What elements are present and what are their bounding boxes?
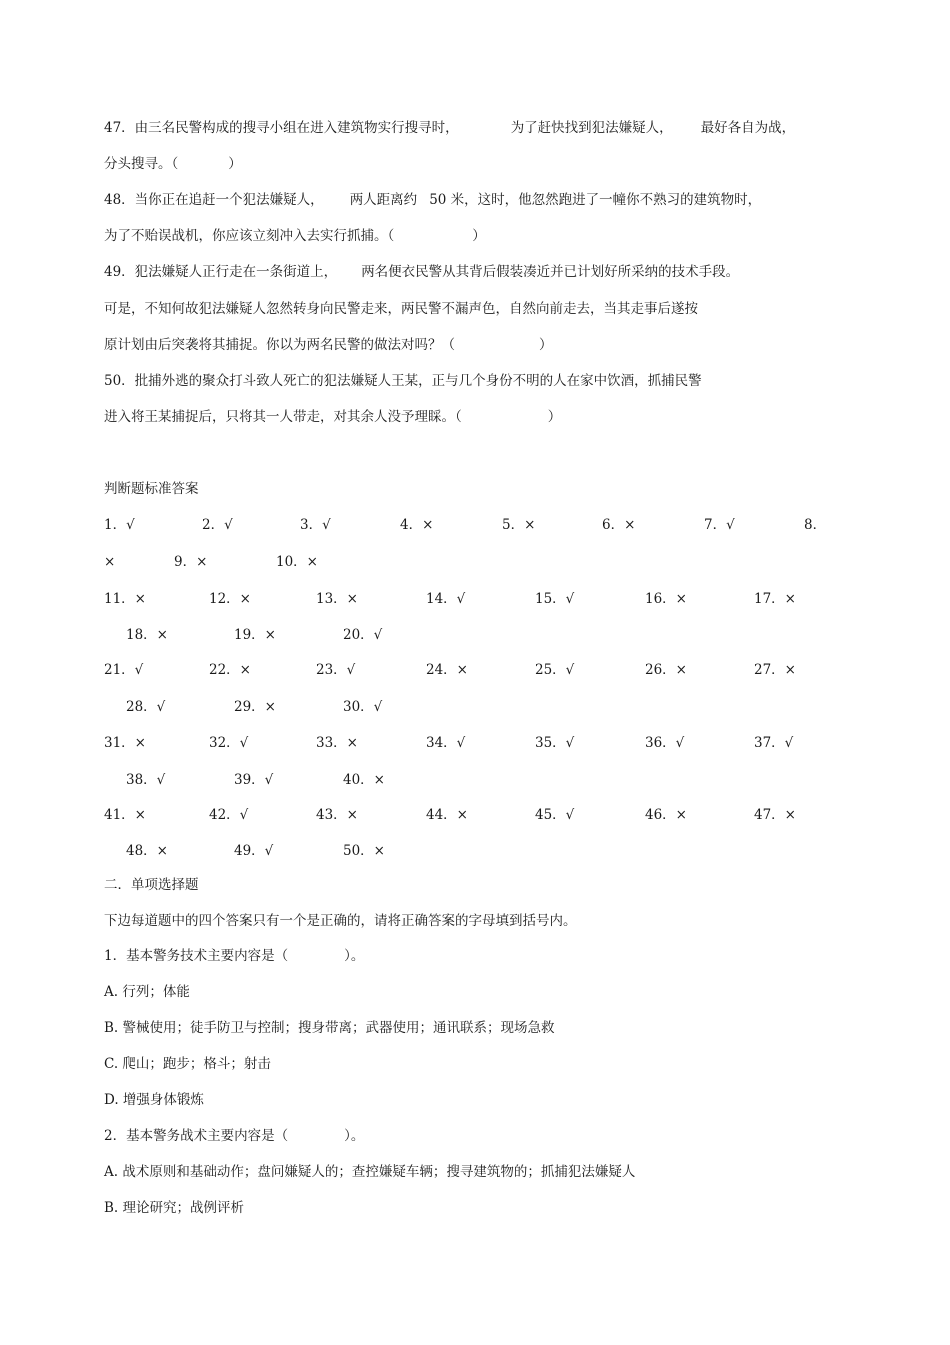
answer-item: 32．√ (209, 735, 249, 751)
q48-text-part3: 50 米，这时，他忽然跑进了一幢你不熟习的建筑物时， (429, 192, 762, 208)
mc-q2-stem-text: 2．基本警务战术主要内容是（ (104, 1128, 289, 1144)
mc-q1-stem-text: 1．基本警务技术主要内容是（ (104, 948, 289, 964)
answer-item: 40．× (343, 772, 385, 788)
answer-item: 6．× (602, 517, 636, 533)
answer-item: 27．× (754, 662, 796, 678)
answer-item: 38．√ (126, 772, 166, 788)
q50-line2 (104, 407, 561, 427)
mc-q1-stem (104, 946, 364, 966)
answer-item: 44．× (426, 807, 468, 823)
mc-q2-stem-close: ）。 (344, 1128, 365, 1144)
answer-item: 17．× (754, 591, 796, 607)
answer-item: 2．√ (202, 517, 233, 533)
q50-text-part1: 50．批捕外逃的聚众打斗致人死亡的犯法嫌疑人王某，正与几个身份不明的人在家中饮酒，抓捕民警 (104, 373, 702, 389)
q49-text-part1: 49．犯法嫌疑人正行走在一条街道上， (104, 264, 338, 280)
q49-answer-close: ） (539, 337, 553, 353)
q48-text-part4: 为了不贻误战机，你应该立刻冲入去实行抓捕。（ (104, 228, 395, 244)
answer-item: 50．× (343, 843, 385, 859)
q49-line3 (104, 335, 553, 355)
answer-item: 20．√ (343, 627, 383, 643)
q48-line2 (104, 226, 486, 246)
answer-item: 28．√ (126, 699, 166, 715)
section2-title: 二．单项选择题 (104, 877, 199, 893)
answer-item: 8． (804, 517, 827, 533)
answer-item: 3．√ (300, 517, 331, 533)
q50-answer-close: ） (547, 409, 562, 425)
q47-text-part2: 为了赶快找到犯法嫌疑人， (510, 120, 673, 136)
mc-q1-stem-close: ）。 (344, 948, 365, 964)
q49-line2 (104, 299, 698, 319)
q49-text-part3: 可是，不知何故犯法嫌疑人忽然转身向民警走来，两民警不漏声色，自然向前走去，当其走事后遂按 (104, 301, 698, 317)
mc-q1-option-a: A. 行列；体能 (104, 984, 190, 1000)
answer-item: 25．√ (535, 662, 575, 678)
q47-text-part3: 最好各自为战， (700, 120, 796, 136)
answer-item: 5．× (502, 517, 536, 533)
answer-item: 45．√ (535, 807, 575, 823)
q47-text-part4: 分头搜寻。（ (104, 156, 179, 172)
answer-item: 41．× (104, 807, 146, 823)
mc-q1-option-d: D. 增强身体锻炼 (104, 1092, 204, 1108)
answer-item: × (104, 554, 116, 570)
answer-item: 48．× (126, 843, 168, 859)
mc-q2-option-b: B. 理论研究；战例评析 (104, 1200, 245, 1216)
answer-item: 11．× (104, 591, 146, 607)
answer-item: 21．√ (104, 662, 144, 678)
answer-item: 14．√ (426, 591, 466, 607)
q48-line1 (104, 190, 761, 210)
answer-item: 13．× (316, 591, 358, 607)
answer-item: 33．× (316, 735, 358, 751)
answer-item: 23．√ (316, 662, 356, 678)
answer-item: 42．√ (209, 807, 249, 823)
answer-item: 9．× (174, 554, 208, 570)
answer-item: 49．√ (234, 843, 274, 859)
answer-item: 7．√ (704, 517, 735, 533)
answer-item: 19．× (234, 627, 276, 643)
q47-line1 (104, 118, 795, 138)
mc-q2-option-a: A. 战术原则和基础动作；盘问嫌疑人的；查控嫌疑车辆；搜寻建筑物的；抓捕犯法嫌疑人 (104, 1164, 636, 1180)
answer-item: 16．× (645, 591, 687, 607)
q48-text-part1: 48．当你正在追赶一个犯法嫌疑人， (104, 192, 324, 208)
answer-item: 39．√ (234, 772, 274, 788)
answer-item: 26．× (645, 662, 687, 678)
mc-q2-stem (104, 1126, 364, 1146)
answer-item: 29．× (234, 699, 276, 715)
answer-item: 15．√ (535, 591, 575, 607)
answer-item: 47．× (754, 807, 796, 823)
answer-item: 1．√ (104, 517, 135, 533)
q49-text-part4: 原计划由后突袭将其捕捉。你以为两名民警的做法对吗？（ (104, 337, 455, 353)
mc-q1-option-c: C. 爬山；跑步；格斗；射击 (104, 1056, 271, 1072)
answer-item: 12．× (209, 591, 251, 607)
q50-line1 (104, 371, 702, 391)
answer-item: 46．× (645, 807, 687, 823)
answer-item: 35．√ (535, 735, 575, 751)
q47-line2 (104, 154, 242, 174)
q48-answer-close: ） (472, 228, 486, 244)
answer-item: 24．× (426, 662, 468, 678)
answer-item: 31．× (104, 735, 146, 751)
q49-text-part2: 两名便衣民警从其背后假装凑近并已计划好所采纳的技术手段。 (361, 264, 740, 280)
answer-item: 36．√ (645, 735, 685, 751)
answer-item: 34．√ (426, 735, 466, 751)
q47-text-part1: 47．由三名民警构成的搜寻小组在进入建筑物实行搜寻时， (104, 120, 459, 136)
answer-item: 10．× (276, 554, 318, 570)
q47-answer-close: ） (228, 156, 242, 172)
answer-item: 37．√ (754, 735, 794, 751)
answer-item: 4．× (400, 517, 434, 533)
answers-title: 判断题标准答案 (104, 481, 199, 497)
q48-text-part2: 两人距离约 (349, 192, 418, 208)
q50-text-part2: 进入将王某捕捉后，只将其一人带走，对其余人没予理睬。（ (104, 409, 462, 425)
answer-item: 22．× (209, 662, 251, 678)
section2-intro: 下边每道题中的四个答案只有一个是正确的，请将正确答案的字母填到括号内。 (104, 913, 577, 929)
answer-item: 18．× (126, 627, 168, 643)
answer-item: 30．√ (343, 699, 383, 715)
answer-item: 43．× (316, 807, 358, 823)
q49-line1 (104, 262, 739, 282)
mc-q1-option-b: B. 警械使用；徒手防卫与控制；搜身带离；武器使用；通讯联系；现场急救 (104, 1020, 555, 1036)
